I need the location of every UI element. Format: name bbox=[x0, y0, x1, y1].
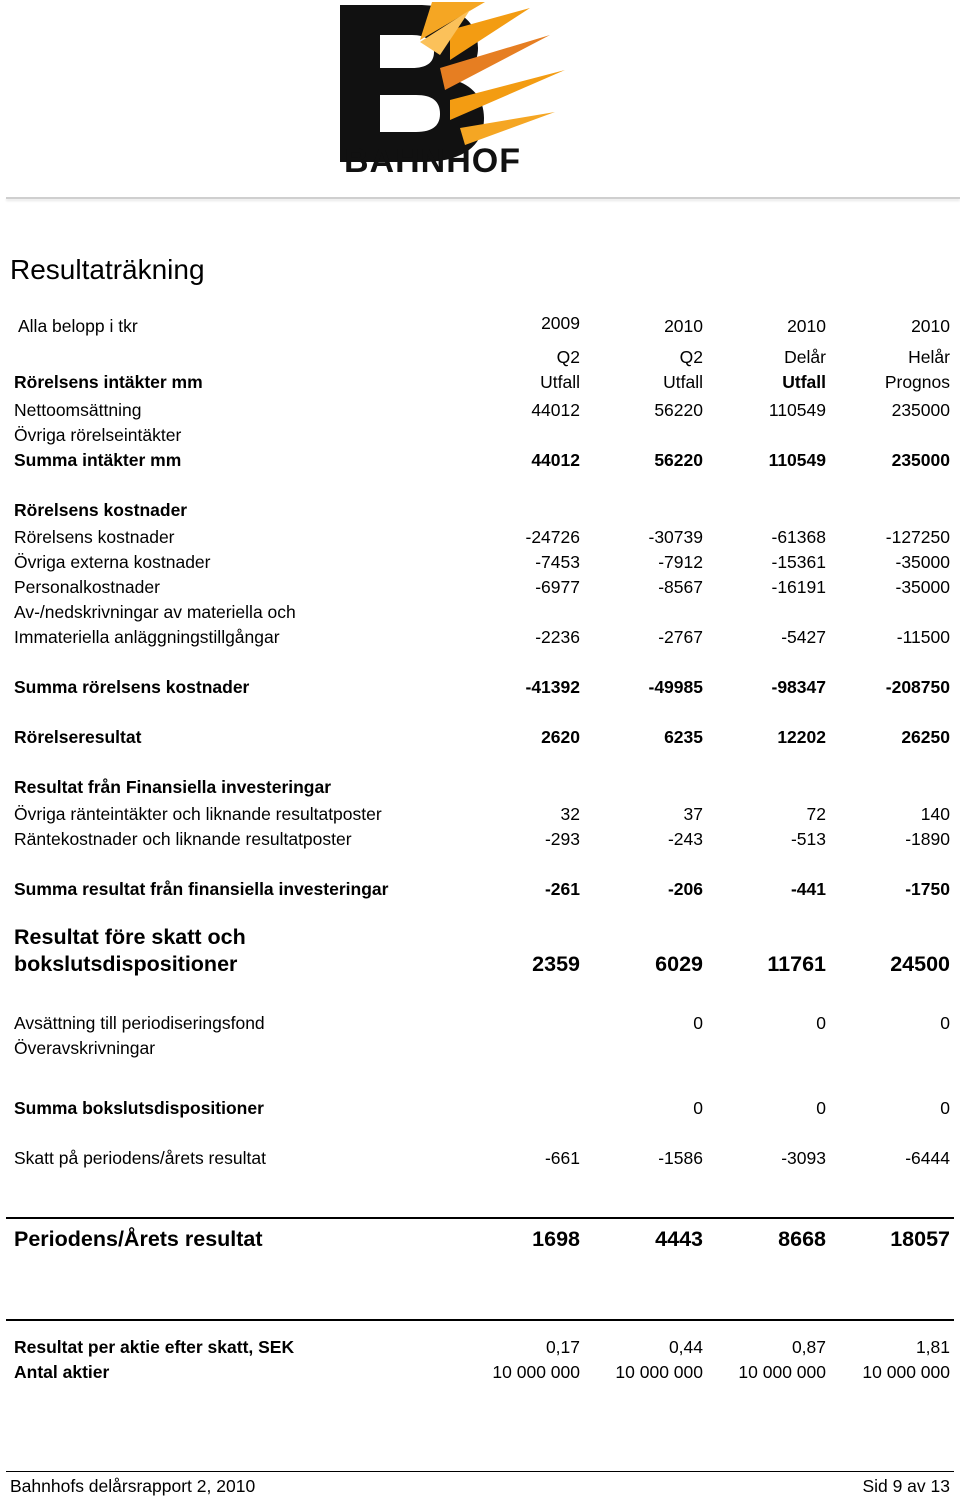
cell: 8668 bbox=[778, 1227, 826, 1251]
period-col-4: Helår bbox=[908, 347, 950, 367]
table-row bbox=[14, 802, 950, 827]
cell: 37 bbox=[683, 804, 703, 824]
cell: 56220 bbox=[654, 400, 703, 420]
row-label: Nettoomsättning bbox=[14, 400, 142, 420]
cell: -8567 bbox=[658, 577, 703, 597]
cell: 110549 bbox=[768, 400, 826, 420]
table-row bbox=[14, 575, 950, 600]
cell: 0 bbox=[816, 1013, 826, 1033]
cell: -5427 bbox=[781, 627, 826, 647]
cell: 6029 bbox=[655, 952, 703, 976]
cell: -16191 bbox=[771, 577, 826, 597]
cell: 0 bbox=[816, 1098, 826, 1118]
total-row bbox=[14, 952, 950, 977]
type-col-3: Utfall bbox=[782, 372, 826, 392]
row-label: Rörelseresultat bbox=[14, 727, 142, 747]
cell: -2236 bbox=[535, 627, 580, 647]
table-row bbox=[14, 525, 950, 550]
row-label: Periodens/Årets resultat bbox=[14, 1227, 263, 1251]
row-label: Rörelsens kostnader bbox=[14, 527, 175, 547]
cell: -6977 bbox=[535, 577, 580, 597]
bahnhof-logo-mark bbox=[300, 0, 640, 178]
type-col-4: Prognos bbox=[884, 372, 950, 392]
cell: 44012 bbox=[531, 400, 580, 420]
result-divider bbox=[6, 1217, 954, 1219]
cell: -35000 bbox=[895, 552, 950, 572]
cell: 72 bbox=[806, 804, 826, 824]
row-label: Skatt på periodens/årets resultat bbox=[14, 1148, 266, 1168]
cell: 0,44 bbox=[668, 1337, 703, 1357]
row-label: Summa bokslutsdispositioner bbox=[14, 1098, 264, 1118]
cell: 140 bbox=[920, 804, 950, 824]
table-row bbox=[14, 398, 950, 423]
cell: 0 bbox=[940, 1013, 950, 1033]
cell: -243 bbox=[667, 829, 703, 849]
cell: -3093 bbox=[781, 1148, 826, 1168]
cell: -24726 bbox=[525, 527, 580, 547]
cell: 4443 bbox=[655, 1227, 703, 1251]
cell: 1,81 bbox=[915, 1337, 950, 1357]
cell: -441 bbox=[790, 879, 826, 899]
cell: 235000 bbox=[891, 450, 950, 470]
table-row bbox=[14, 827, 950, 852]
cell: -261 bbox=[544, 879, 580, 899]
cell: -127250 bbox=[885, 527, 950, 547]
year-col-2: 2010 bbox=[664, 316, 703, 336]
cell: 1698 bbox=[532, 1227, 580, 1251]
type-col-1: Utfall bbox=[540, 372, 580, 392]
table-row bbox=[14, 1011, 950, 1036]
cell: -661 bbox=[544, 1148, 580, 1168]
total-row bbox=[14, 675, 950, 700]
header-row-years bbox=[14, 314, 950, 339]
cell: 32 bbox=[560, 804, 580, 824]
table-row bbox=[14, 1360, 950, 1385]
cell: 18057 bbox=[890, 1227, 950, 1251]
cell: -35000 bbox=[895, 577, 950, 597]
cell: -293 bbox=[544, 829, 580, 849]
cell: 0,87 bbox=[791, 1337, 826, 1357]
total-row bbox=[14, 877, 950, 902]
table-row bbox=[14, 625, 950, 650]
footer-page-number: Sid 9 av 13 bbox=[862, 1476, 950, 1496]
row-label: Summa resultat från finansiella investeringar bbox=[14, 879, 389, 899]
table-row bbox=[14, 448, 950, 473]
year-col-3: 2010 bbox=[787, 316, 826, 336]
row-label: Summa intäkter mm bbox=[14, 450, 182, 470]
row-label: Överavskrivningar bbox=[14, 1038, 156, 1058]
page-title: Resultaträkning bbox=[10, 254, 205, 285]
row-label: Rörelsens kostnader bbox=[14, 500, 188, 520]
cell: -30739 bbox=[648, 527, 703, 547]
cell: 10 000 000 bbox=[862, 1362, 950, 1382]
cell: -6444 bbox=[905, 1148, 950, 1168]
cell: 56220 bbox=[654, 450, 703, 470]
row-label: Räntekostnader och liknande resultatposter bbox=[14, 829, 352, 849]
logo-text: BAHNHOF bbox=[344, 142, 521, 178]
header-divider bbox=[6, 197, 960, 199]
period-col-2: Q2 bbox=[679, 347, 703, 367]
row-label: Resultat per aktie efter skatt, SEK bbox=[14, 1337, 295, 1357]
cell: -1750 bbox=[905, 879, 950, 899]
header-row-types bbox=[14, 370, 950, 395]
row-label: Resultat före skatt och bbox=[14, 925, 246, 949]
row-label: Övriga externa kostnader bbox=[14, 552, 211, 572]
row-label: Resultat från Finansiella investeringar bbox=[14, 777, 332, 797]
row-label: bokslutsdispositioner bbox=[14, 952, 238, 976]
cell: -1586 bbox=[658, 1148, 703, 1168]
cell: -1890 bbox=[905, 829, 950, 849]
row-label: Summa rörelsens kostnader bbox=[14, 677, 250, 697]
row-label: Av-/nedskrivningar av materiella och bbox=[14, 602, 296, 622]
table-row bbox=[14, 1036, 950, 1061]
cell: 0 bbox=[693, 1013, 703, 1033]
total-row bbox=[14, 725, 950, 750]
table-row bbox=[14, 925, 950, 950]
cell: -98347 bbox=[771, 677, 826, 697]
footer-divider bbox=[6, 1471, 954, 1472]
cell: 12202 bbox=[777, 727, 826, 747]
cell: 24500 bbox=[890, 952, 950, 976]
cell: 10 000 000 bbox=[738, 1362, 826, 1382]
bahnhof-logo bbox=[300, 0, 640, 178]
cell: -206 bbox=[667, 879, 703, 899]
cell: 2620 bbox=[541, 727, 580, 747]
kpi-divider bbox=[6, 1319, 954, 1321]
cell: -41392 bbox=[525, 677, 580, 697]
row-label: Antal aktier bbox=[14, 1362, 110, 1382]
row-label: Övriga rörelseintäkter bbox=[14, 425, 182, 445]
cell: 6235 bbox=[664, 727, 703, 747]
cell: -15361 bbox=[771, 552, 826, 572]
period-col-3: Delår bbox=[784, 347, 826, 367]
section-heading: Rörelsens intäkter mm bbox=[14, 372, 203, 392]
type-col-2: Utfall bbox=[663, 372, 703, 392]
row-label: Personalkostnader bbox=[14, 577, 160, 597]
table-row bbox=[14, 423, 950, 448]
cell: -7912 bbox=[658, 552, 703, 572]
cell: -61368 bbox=[771, 527, 826, 547]
row-label: Övriga ränteintäkter och liknande resultatposter bbox=[14, 804, 382, 824]
cell: 110549 bbox=[768, 450, 826, 470]
cell: 10 000 000 bbox=[615, 1362, 703, 1382]
year-col-4: 2010 bbox=[911, 316, 950, 336]
cell: 0 bbox=[940, 1098, 950, 1118]
cell: 2359 bbox=[532, 952, 580, 976]
cell: 26250 bbox=[901, 727, 950, 747]
result-row bbox=[14, 1227, 950, 1252]
section-heading-row bbox=[14, 498, 950, 523]
table-row bbox=[14, 600, 950, 625]
row-label: Avsättning till periodiseringsfond bbox=[14, 1013, 265, 1033]
cell: 0,17 bbox=[545, 1337, 580, 1357]
cell: 44012 bbox=[531, 450, 580, 470]
amount-note: Alla belopp i tkr bbox=[18, 316, 138, 336]
table-row bbox=[14, 1335, 950, 1360]
header-row-periods bbox=[14, 345, 950, 370]
period-col-1: Q2 bbox=[556, 347, 580, 367]
cell: 0 bbox=[693, 1098, 703, 1118]
total-row bbox=[14, 1096, 950, 1121]
section-heading-row bbox=[14, 775, 950, 800]
row-label: Immateriella anläggningstillgångar bbox=[14, 627, 280, 647]
cell: -208750 bbox=[885, 677, 950, 697]
cell: -7453 bbox=[535, 552, 580, 572]
table-row bbox=[14, 1146, 950, 1171]
table-row bbox=[14, 550, 950, 575]
cell: -2767 bbox=[658, 627, 703, 647]
cell: 11761 bbox=[767, 952, 826, 976]
cell: -11500 bbox=[896, 627, 950, 647]
cell: 235000 bbox=[891, 400, 950, 420]
cell: -49985 bbox=[648, 677, 703, 697]
footer-report-name: Bahnhofs delårsrapport 2, 2010 bbox=[10, 1476, 256, 1496]
year-col-1: 2009 bbox=[541, 313, 580, 333]
cell: 10 000 000 bbox=[492, 1362, 580, 1382]
cell: -513 bbox=[790, 829, 826, 849]
